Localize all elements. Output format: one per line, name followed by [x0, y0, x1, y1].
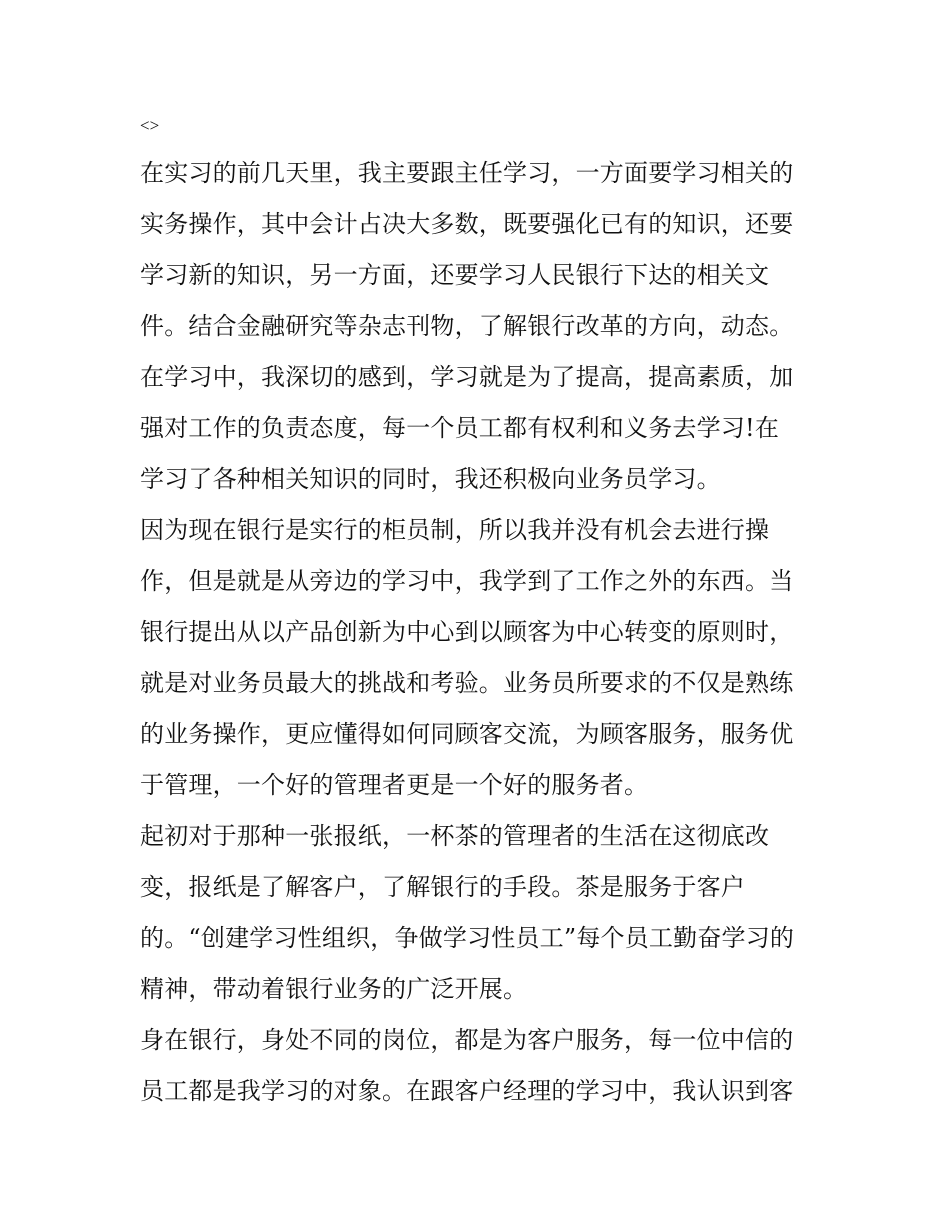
text-line: 学习了各种相关知识的同时，我还积极向业务员学习。: [140, 465, 721, 493]
text-line: 实务操作，其中会计占决大多数，既要强化已有的知识，还要: [140, 210, 794, 238]
text-line: 于管理，一个好的管理者更是一个好的服务者。: [140, 771, 649, 799]
text-line: 的。“创建学习性组织，争做学习性员工”每个员工勤奋学习的: [140, 924, 795, 952]
text-line: 起初对于那种一张报纸，一杯茶的管理者的生活在这彻底改: [140, 822, 770, 850]
text-line: 的业务操作，更应懂得如何同顾客交流，为顾客服务，服务优: [140, 720, 794, 748]
text-line: 在学习中，我深切的感到，学习就是为了提高，提高素质，加: [140, 363, 794, 391]
text-line: 精神，带动着银行业务的广泛开展。: [140, 975, 528, 1003]
text-line: 在实习的前几天里，我主要跟主任学习，一方面要学习相关的: [140, 159, 794, 187]
text-line: 强对工作的负责态度，每一个员工都有权利和义务去学习!在: [140, 414, 780, 442]
text-line: 身在银行，身处不同的岗位，都是为客户服务，每一位中信的: [140, 1026, 794, 1054]
text-line: 变，报纸是了解客户，了解银行的手段。茶是服务于客户: [140, 873, 745, 901]
text-line: 员工都是我学习的对象。在跟客户经理的学习中，我认识到客: [140, 1077, 794, 1105]
text-line: 就是对业务员最大的挑战和考验。业务员所要求的不仅是熟练: [140, 669, 794, 697]
text-line: 件。结合金融研究等杂志刊物，了解银行改革的方向，动态。: [140, 312, 794, 340]
text-line: 银行提出从以产品创新为中心到以顾客为中心转变的原则时，: [140, 618, 794, 646]
bracket-marker: <>: [140, 116, 160, 135]
text-line: 学习新的知识，另一方面，还要学习人民银行下达的相关文: [140, 261, 770, 289]
text-line: 因为现在银行是实行的柜员制，所以我并没有机会去进行操: [140, 516, 770, 544]
text-line: 作，但是就是从旁边的学习中，我学到了工作之外的东西。当: [140, 567, 794, 595]
